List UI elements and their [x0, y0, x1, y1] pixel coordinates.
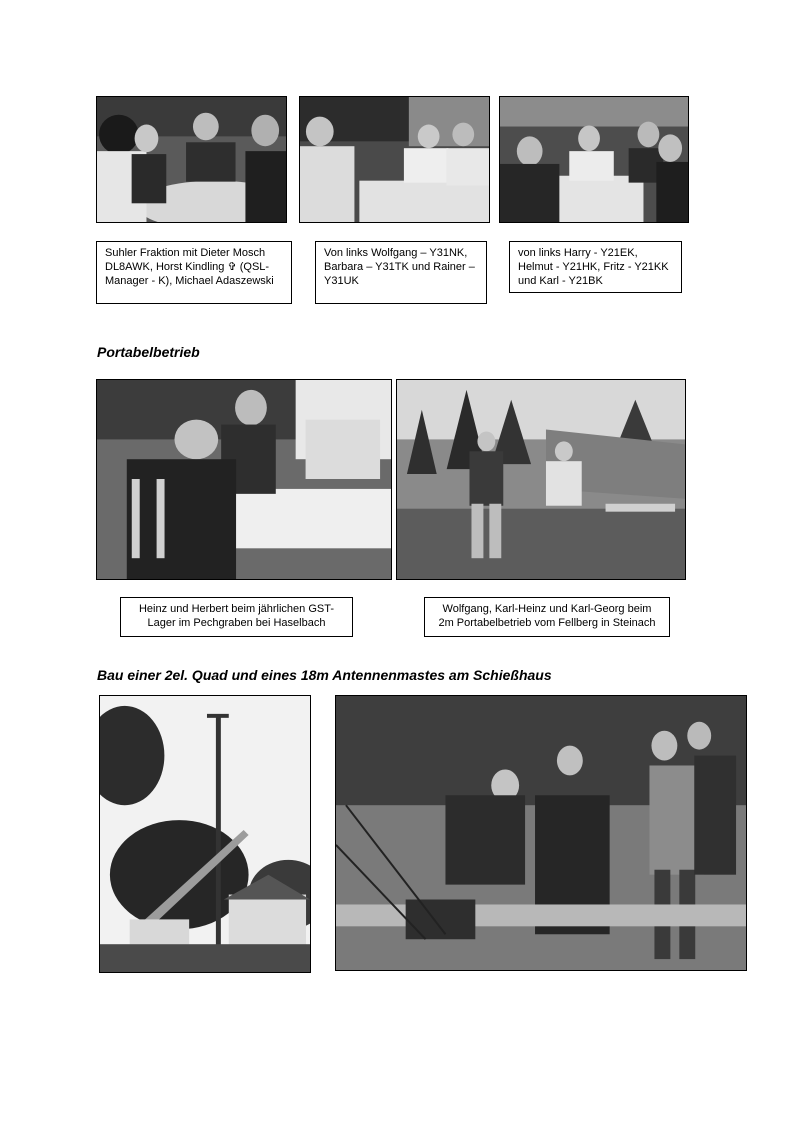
- photo-wolfgang-barbara-rainer: [299, 96, 490, 223]
- caption-line: Barbara – Y31TK und Rainer –: [324, 261, 475, 273]
- caption-line: Suhler Fraktion mit Dieter Mosch: [105, 247, 266, 259]
- photo-fellberg-portabelbetrieb: [396, 379, 686, 580]
- photo-antennenmast-crane: [99, 695, 311, 973]
- photo-harry-helmut-fritz-karl: [499, 96, 689, 223]
- caption-line: Lager im Pechgraben bei Haselbach: [147, 617, 326, 629]
- caption-suhler-fraktion: [96, 241, 292, 304]
- caption-line: DL8AWK, Horst Kindling ✞ (QSL-: [105, 261, 270, 273]
- section-heading-antennenmast: Bau einer 2el. Quad und eines 18m Antennenmastes am Schießhaus: [97, 667, 552, 683]
- caption-line: Manager - K), Michael Adaszewski: [105, 275, 274, 287]
- photo-heinz-herbert-gst-lager: [96, 379, 392, 580]
- photo-suhler-fraktion: [96, 96, 287, 223]
- section-heading-portabelbetrieb: Portabelbetrieb: [97, 344, 200, 360]
- caption-line: und Karl - Y21BK: [518, 275, 603, 287]
- caption-wolfgang-karl-heinz-karl-georg: [424, 597, 670, 637]
- caption-line: Von links Wolfgang – Y31NK,: [324, 247, 468, 259]
- caption-wolfgang-barbara-rainer: [315, 241, 487, 304]
- caption-line: Y31UK: [324, 275, 359, 287]
- caption-line: Heinz und Herbert beim jährlichen GST-: [138, 603, 335, 615]
- caption-line: Helmut - Y21HK, Fritz - Y21KK: [518, 261, 669, 273]
- caption-line: von links Harry - Y21EK,: [518, 247, 638, 259]
- caption-line: Wolfgang, Karl-Heinz und Karl-Georg beim: [442, 603, 652, 615]
- photo-quad-antenne-bau: [335, 695, 747, 971]
- caption-harry-helmut-fritz-karl: [509, 241, 682, 293]
- caption-heinz-herbert: [120, 597, 353, 637]
- caption-line: 2m Portabelbetrieb vom Fellberg in Steinach: [438, 617, 656, 629]
